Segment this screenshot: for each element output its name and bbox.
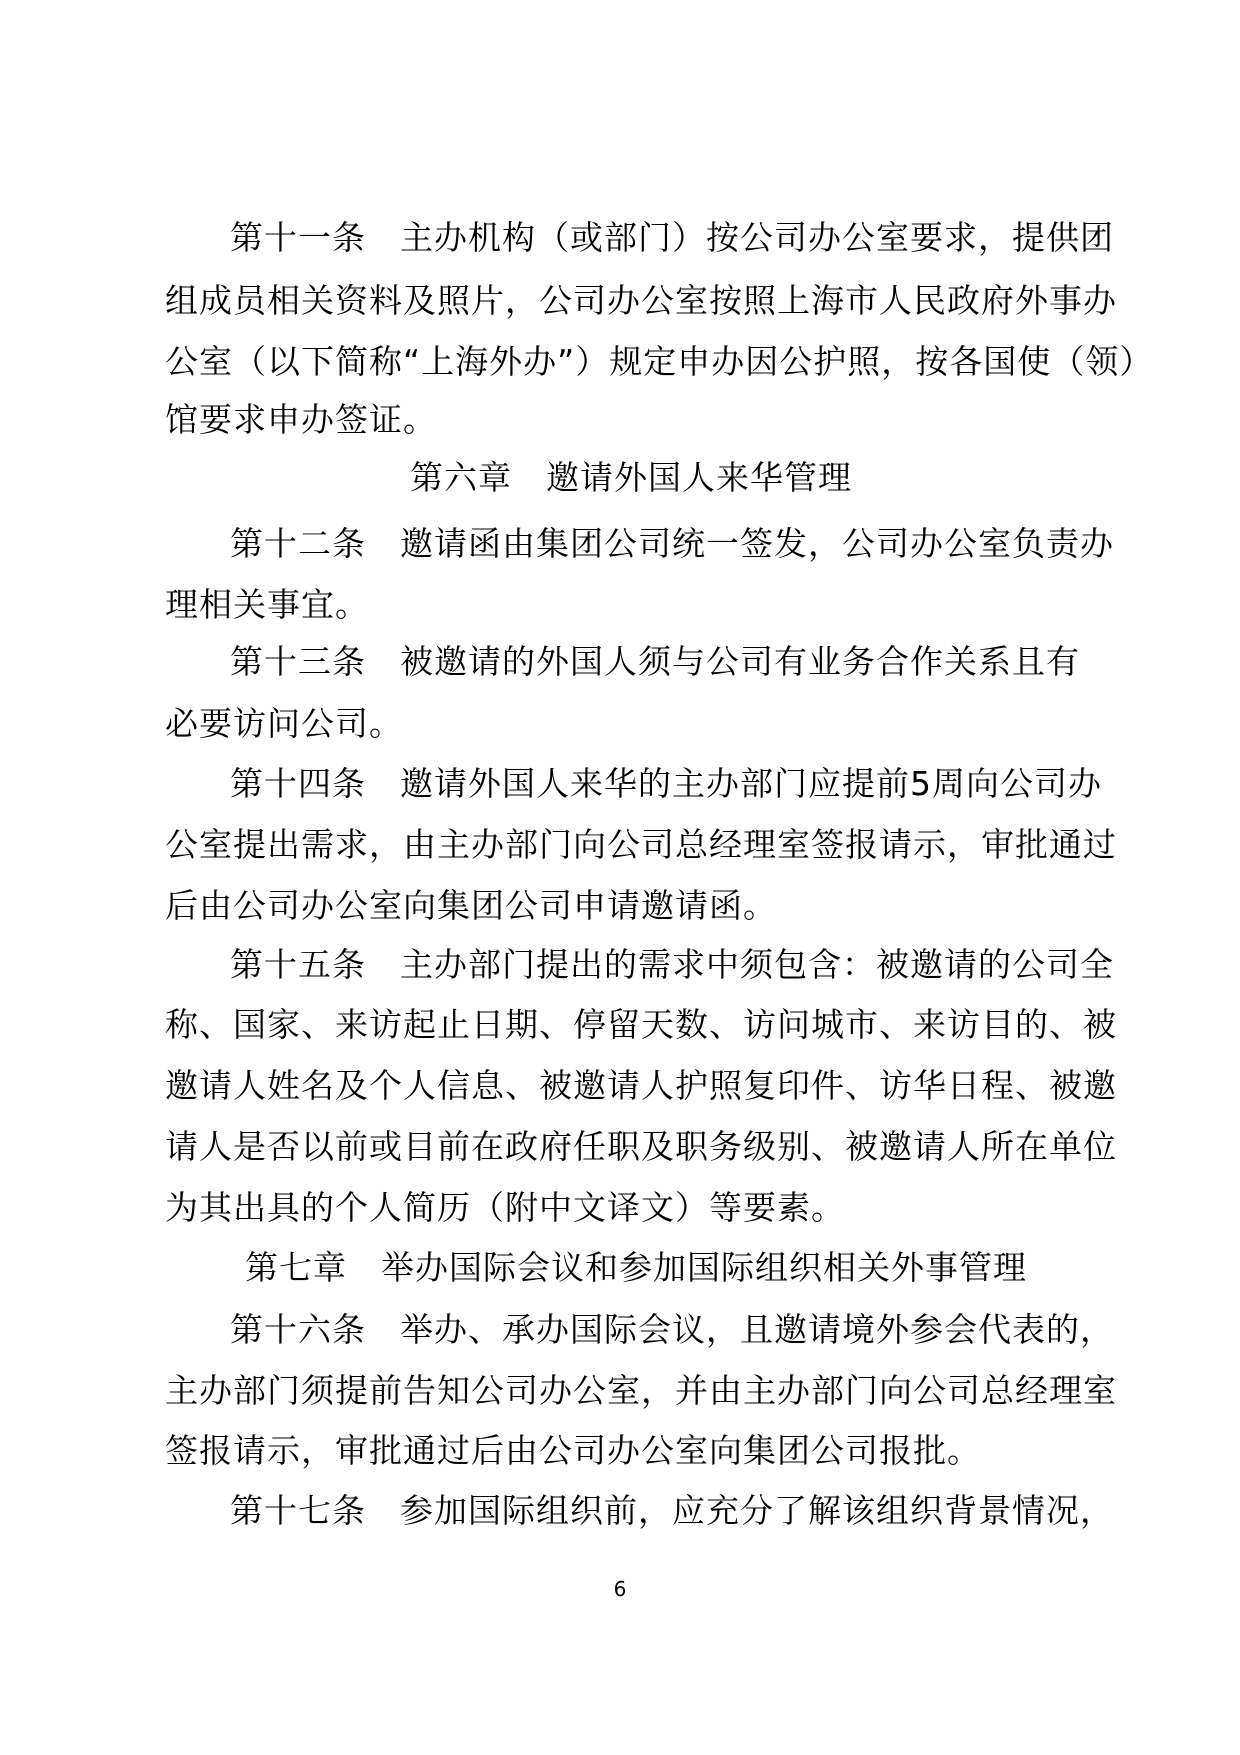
article-16-line-2: 主办部门须提前告知公司办公室，并由主办部门向公司总经理室 [165,1371,1117,1410]
page-number: 6 [613,1577,627,1601]
article-13-line-2: 必要访问公司。 [165,704,403,743]
article-11-line-1: 第十一条 主办机构（或部门）按公司办公室要求，提供团 [230,218,1114,257]
article-14-line-3: 后由公司办公室向集团公司申请邀请函。 [165,886,777,925]
article-17-line-1: 第十七条 参加国际组织前，应充分了解该组织背景情况， [230,1491,1114,1530]
article-16-line-3: 签报请示，审批通过后由公司办公室向集团公司报批。 [165,1431,981,1470]
article-14-line-2: 公室提出需求，由主办部门向公司总经理室签报请示，审批通过 [165,825,1117,864]
article-15-line-4: 请人是否以前或目前在政府任职及职务级别、被邀请人所在单位 [165,1127,1117,1166]
article-13-line-1: 第十三条 被邀请的外国人须与公司有业务合作关系且有 [230,642,1080,681]
article-15-line-2: 称、国家、来访起止日期、停留天数、访问城市、来访目的、被 [165,1005,1117,1044]
article-11-line-2: 组成员相关资料及照片，公司办公室按照上海市人民政府外事办 [165,281,1117,320]
article-11-line-3: 公室（以下简称“上海外办”）规定申办因公护照，按各国使（领） [165,342,1154,381]
article-12-line-2: 理相关事宜。 [165,585,369,624]
article-15-line-3: 邀请人姓名及个人信息、被邀请人护照复印件、访华日程、被邀 [165,1066,1117,1105]
article-11-line-4: 馆要求申办签证。 [165,400,437,439]
chapter-7-heading: 第七章 举办国际会议和参加国际组织相关外事管理 [245,1248,1027,1287]
article-15-line-5: 为其出具的个人简历（附中文译文）等要素。 [165,1188,845,1227]
article-16-line-1: 第十六条 举办、承办国际会议，且邀请境外参会代表的， [230,1310,1114,1349]
article-15-line-1: 第十五条 主办部门提出的需求中须包含：被邀请的公司全 [230,945,1114,984]
chapter-6-heading: 第六章 邀请外国人来华管理 [410,458,852,497]
article-12-line-1: 第十二条 邀请函由集团公司统一签发，公司办公室负责办 [230,524,1114,563]
article-14-line-1: 第十四条 邀请外国人来华的主办部门应提前5周向公司办 [230,764,1102,803]
